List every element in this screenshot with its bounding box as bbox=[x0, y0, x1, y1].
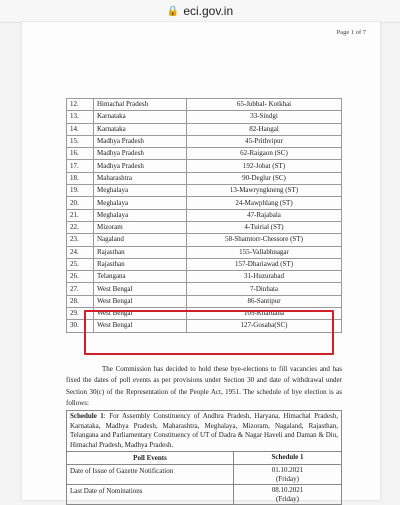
constituency-name: 82-Hangal bbox=[187, 123, 342, 135]
schedule-row bbox=[67, 485, 342, 505]
state-name: Himachal Pradesh bbox=[94, 99, 187, 111]
state-name: Karnataka bbox=[94, 111, 187, 123]
state-name: Karnataka bbox=[94, 123, 187, 135]
schedule-table bbox=[66, 410, 342, 505]
state-name: Meghalaya bbox=[94, 185, 187, 197]
state-name: Maharashtra bbox=[94, 172, 187, 184]
state-name: West Bengal bbox=[94, 295, 187, 307]
table-row bbox=[67, 283, 342, 295]
state-name: Rajasthan bbox=[94, 258, 187, 270]
table-row bbox=[67, 160, 342, 172]
table-row bbox=[67, 99, 342, 111]
constituency-name: 86-Santipur bbox=[187, 295, 342, 307]
constituency-name: 47-Rajabala bbox=[187, 209, 342, 221]
state-name: Mizoram bbox=[94, 221, 187, 233]
state-name: Telangana bbox=[94, 271, 187, 283]
constituency-name: 155-Vallabhnagar bbox=[187, 246, 342, 258]
document-page bbox=[22, 22, 380, 503]
row-number: 23. bbox=[67, 234, 94, 246]
constituency-name: 109-Khardaha bbox=[187, 308, 342, 320]
url-text: eci.gov.in bbox=[183, 4, 234, 18]
table-row bbox=[67, 123, 342, 135]
constituency-name: 192-Jobat (ST) bbox=[187, 160, 342, 172]
row-number: 13. bbox=[67, 111, 94, 123]
state-name: Nagaland bbox=[94, 234, 187, 246]
state-name: Rajasthan bbox=[94, 246, 187, 258]
table-row bbox=[67, 197, 342, 209]
page-number: Page 1 of 7 bbox=[336, 29, 366, 36]
table-row bbox=[67, 295, 342, 307]
table-row bbox=[67, 172, 342, 184]
schedule-intro-paragraph: The Commission has decided to hold these bye-elections to fill vacancies and has fixed the dates of poll events as per provisions under Section 30 and date of withdrawal under Section 30(c) of the Representation of the People Act, 1951. The schedule of bye election is as follows: bbox=[66, 365, 342, 408]
table-row bbox=[67, 135, 342, 147]
row-number: 20. bbox=[67, 197, 94, 209]
schedule-heading bbox=[67, 411, 342, 452]
constituency-name: 127-Gosaba(SC) bbox=[187, 320, 342, 332]
state-name: Meghalaya bbox=[94, 197, 187, 209]
lock-icon: 🔒 bbox=[166, 5, 180, 17]
poll-day: (Friday) bbox=[276, 494, 299, 503]
poll-day: (Friday) bbox=[276, 474, 299, 483]
poll-date: 08.10.2021 bbox=[271, 486, 304, 495]
schedule-heading-label: Schedule 1 bbox=[70, 412, 104, 420]
highlight-box bbox=[84, 310, 334, 355]
table-row bbox=[67, 234, 342, 246]
row-number: 30. bbox=[67, 320, 94, 332]
row-number: 25. bbox=[67, 258, 94, 270]
constituency-name: 45-Prithvipur bbox=[187, 135, 342, 147]
table-row bbox=[67, 209, 342, 221]
state-name: Madhya Pradesh bbox=[94, 160, 187, 172]
poll-date: 01.10.2021 bbox=[271, 466, 304, 475]
row-number: 16. bbox=[67, 148, 94, 160]
table-row bbox=[67, 148, 342, 160]
constituency-name: 65-Jubbal- Kotkhai bbox=[187, 99, 342, 111]
constituency-name: 4-Tuirial (ST) bbox=[187, 221, 342, 233]
row-number: 28. bbox=[67, 295, 94, 307]
poll-event: Date of Issue of Gazette Notification bbox=[67, 465, 234, 485]
row-number: 14. bbox=[67, 123, 94, 135]
row-number: 26. bbox=[67, 271, 94, 283]
state-name: Meghalaya bbox=[94, 209, 187, 221]
state-name: West Bengal bbox=[94, 320, 187, 332]
row-number: 29. bbox=[67, 308, 94, 320]
row-number: 24. bbox=[67, 246, 94, 258]
poll-date-cell bbox=[234, 485, 342, 505]
constituency-name: 90-Deglur (SC) bbox=[187, 172, 342, 184]
row-number: 12. bbox=[67, 99, 94, 111]
table-row bbox=[67, 185, 342, 197]
table-row bbox=[67, 221, 342, 233]
row-number: 15. bbox=[67, 135, 94, 147]
constituency-name: 7-Dinhata bbox=[187, 283, 342, 295]
constituency-name: 24-Mawphlang (ST) bbox=[187, 197, 342, 209]
row-number: 21. bbox=[67, 209, 94, 221]
constituency-name: 33-Sindgi bbox=[187, 111, 342, 123]
state-name: West Bengal bbox=[94, 308, 187, 320]
schedule-heading-text: : For Assembly Constituency of Andhra Pradesh, Haryana, Himachal Pradesh, Karnataka, Madhya Pradesh, Maharashtra, Meghalaya, Mizoram, Nagaland, Rajasthan, Telangana and Parliamentary Constituency of UT of Dadra & Nagar Haveli and Daman & Diu, Himachal Pradesh, Madhya Pradesh. bbox=[70, 412, 339, 449]
poll-date-cell bbox=[234, 465, 342, 485]
row-number: 22. bbox=[67, 221, 94, 233]
col-header-events: Poll Events bbox=[67, 452, 234, 465]
state-name: West Bengal bbox=[94, 283, 187, 295]
table-row bbox=[67, 258, 342, 270]
row-number: 19. bbox=[67, 185, 94, 197]
table-row bbox=[67, 111, 342, 123]
row-number: 27. bbox=[67, 283, 94, 295]
constituency-name: 157-Dhariawad (ST) bbox=[187, 258, 342, 270]
constituency-name: 31-Huzurabad bbox=[187, 271, 342, 283]
table-row bbox=[67, 271, 342, 283]
constituency-table bbox=[66, 98, 342, 333]
row-number: 18. bbox=[67, 172, 94, 184]
constituency-name: 58-Shamtorr-Chessore (ST) bbox=[187, 234, 342, 246]
poll-event: Last Date of Nominations bbox=[67, 485, 234, 505]
col-header-schedule: Schedule 1 bbox=[234, 452, 342, 465]
row-number: 17. bbox=[67, 160, 94, 172]
table-row bbox=[67, 246, 342, 258]
constituency-name: 13-Mawryngkneng (ST) bbox=[187, 185, 342, 197]
browser-address-bar[interactable] bbox=[0, 0, 400, 23]
state-name: Madhya Pradesh bbox=[94, 135, 187, 147]
schedule-row bbox=[67, 465, 342, 485]
state-name: Madhya Pradesh bbox=[94, 148, 187, 160]
constituency-name: 62-Raigaon (SC) bbox=[187, 148, 342, 160]
